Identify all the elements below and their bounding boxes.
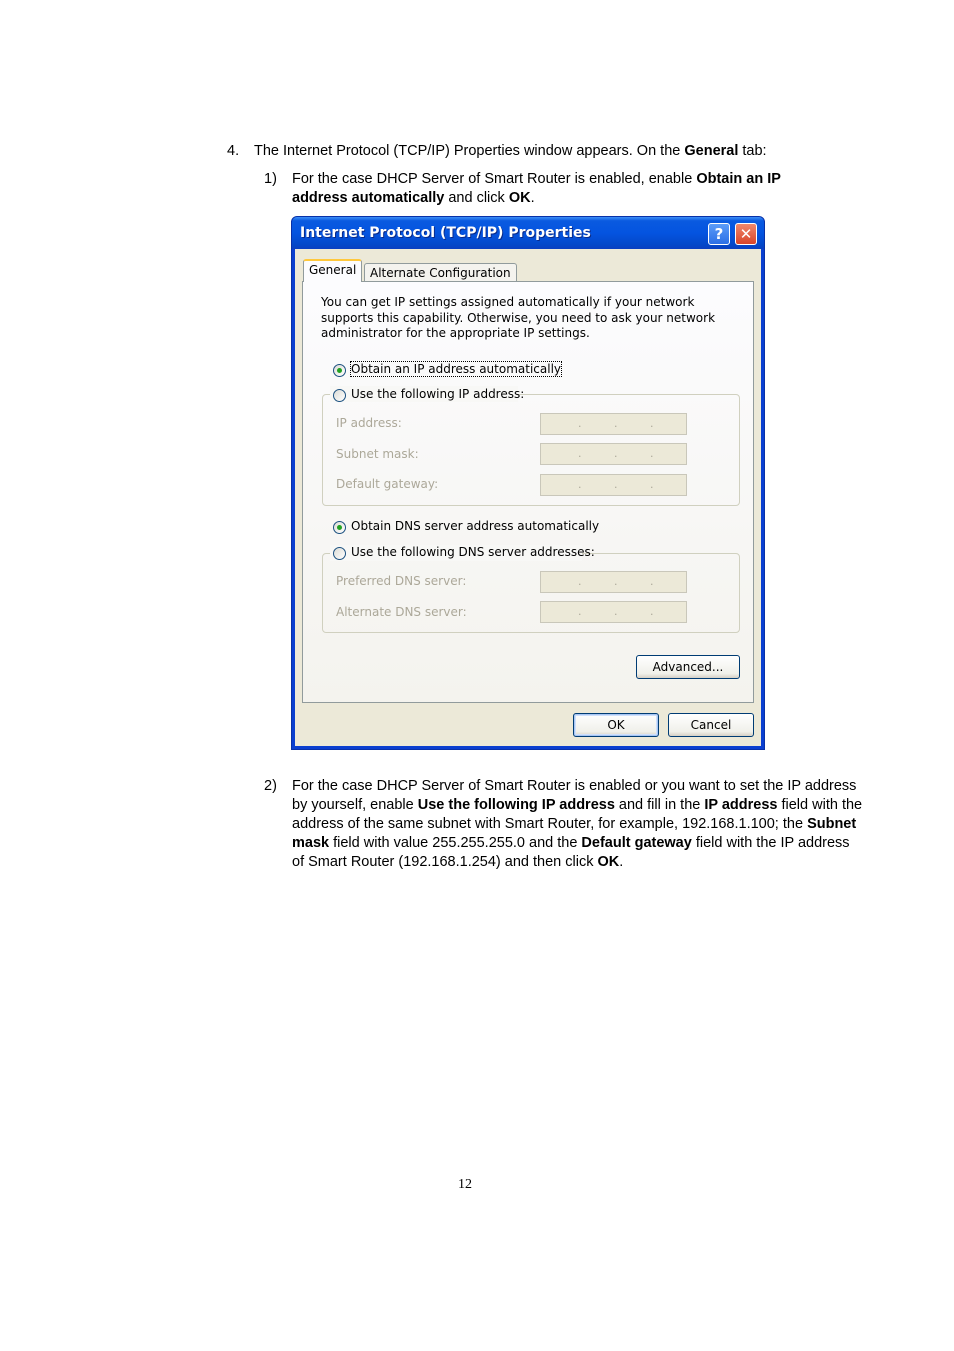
substep-2-part: field with value 255.255.255.0 and the	[329, 835, 582, 851]
ok-button[interactable]: OK	[573, 713, 659, 737]
substep-2-part: .	[619, 854, 624, 870]
ip-dot: .	[578, 575, 582, 588]
substep-2-bold: Subnet mask	[292, 816, 857, 851]
substep-2-text	[292, 777, 864, 872]
ip-dot: .	[578, 447, 582, 460]
substep-2-bold: Default gateway	[581, 835, 692, 851]
dialog-title: Internet Protocol (TCP/IP) Properties	[300, 225, 591, 241]
substep-2-number: 2)	[264, 778, 277, 794]
obtain-ip-label[interactable]: Obtain an IP address automatically	[351, 362, 562, 376]
substep-1-period: .	[530, 190, 535, 206]
intro-text: You can get IP settings assigned automatically if your network supports this capability. Otherwise, you need to ask your network administrator for the appropriate IP settings.	[321, 295, 716, 340]
step-4-text-part: The Internet Protocol (TCP/IP) Properties window appears. On the	[254, 143, 685, 159]
substep-1-bold: Obtain an IP	[696, 171, 781, 187]
close-icon[interactable]: ✕	[735, 223, 757, 245]
ip-dot: .	[578, 417, 582, 430]
ip-dot: .	[614, 478, 618, 491]
obtain-dns-radio[interactable]	[333, 521, 346, 534]
dialog-titlebar[interactable]	[292, 217, 764, 249]
use-ip-radio[interactable]	[333, 389, 346, 402]
substep-2-bold: IP address	[704, 797, 778, 813]
tcpip-properties-dialog	[291, 216, 765, 750]
ip-dot: .	[578, 478, 582, 491]
advanced-button[interactable]: Advanced...	[636, 655, 740, 679]
use-dns-radio[interactable]	[333, 547, 346, 560]
ip-dot: .	[650, 575, 654, 588]
ip-dot: .	[578, 605, 582, 618]
preferred-dns-field[interactable]	[540, 571, 687, 593]
use-dns-label[interactable]: Use the following DNS server addresses:	[351, 545, 595, 559]
substep-1-text: For the case DHCP Server of Smart Router is enabled, enable	[292, 171, 697, 187]
tab-general[interactable]: General	[303, 259, 362, 282]
substep-1-ok: OK	[508, 190, 531, 206]
alternate-dns-field[interactable]	[540, 601, 687, 623]
substep-2-part: field with the address of the same subnet with Smart Router, for example, 192.168.1.100; the	[292, 797, 863, 832]
substep-1-text-2: and click	[444, 190, 509, 206]
help-icon[interactable]: ?	[708, 223, 730, 245]
subnet-mask-field[interactable]	[540, 443, 687, 465]
page-number: 12	[458, 1177, 472, 1192]
ip-dot: .	[650, 605, 654, 618]
default-gateway-label: Default gateway:	[336, 477, 439, 491]
ip-dot: .	[614, 417, 618, 430]
step-number: 4.	[227, 143, 240, 159]
ip-dot: .	[650, 447, 654, 460]
default-gateway-field[interactable]	[540, 474, 687, 496]
substep-2-bold: OK	[597, 854, 620, 870]
substep-1-line2	[292, 189, 535, 208]
obtain-ip-radio[interactable]	[333, 364, 346, 377]
ip-address-field[interactable]	[540, 413, 687, 435]
step-4-text	[254, 142, 767, 161]
general-tab-panel	[302, 281, 754, 703]
dialog-client	[295, 249, 761, 746]
ip-dot: .	[650, 417, 654, 430]
use-ip-label[interactable]: Use the following IP address:	[351, 387, 525, 401]
substep-1-line1	[292, 170, 781, 189]
ip-dot: .	[614, 575, 618, 588]
substep-2-part: and fill in the	[614, 797, 705, 813]
ip-address-label: IP address:	[336, 416, 402, 430]
obtain-dns-label[interactable]: Obtain DNS server address automatically	[351, 519, 600, 533]
substep-1-number: 1)	[264, 171, 277, 187]
substep-2-bold: Use the following IP address	[417, 797, 615, 813]
step-4-bold: General	[684, 143, 739, 159]
tab-alternate-configuration[interactable]: Alternate Configuration	[364, 263, 517, 282]
alternate-dns-label: Alternate DNS server:	[336, 605, 467, 619]
substep-2-part: For the case DHCP Server of Smart Router is enabled or you want to set the IP address by yourself, enable	[292, 778, 857, 813]
preferred-dns-label: Preferred DNS server:	[336, 574, 467, 588]
ip-dot: .	[650, 478, 654, 491]
ip-dot: .	[614, 447, 618, 460]
subnet-mask-label: Subnet mask:	[336, 447, 419, 461]
substep-2-part: field with the IP address of Smart Router (192.168.1.254) and then click	[292, 835, 850, 870]
cancel-button[interactable]: Cancel	[668, 713, 754, 737]
step-4-text-end: tab:	[738, 143, 767, 159]
substep-1-bold-2: address automatically	[292, 190, 445, 206]
ip-dot: .	[614, 605, 618, 618]
